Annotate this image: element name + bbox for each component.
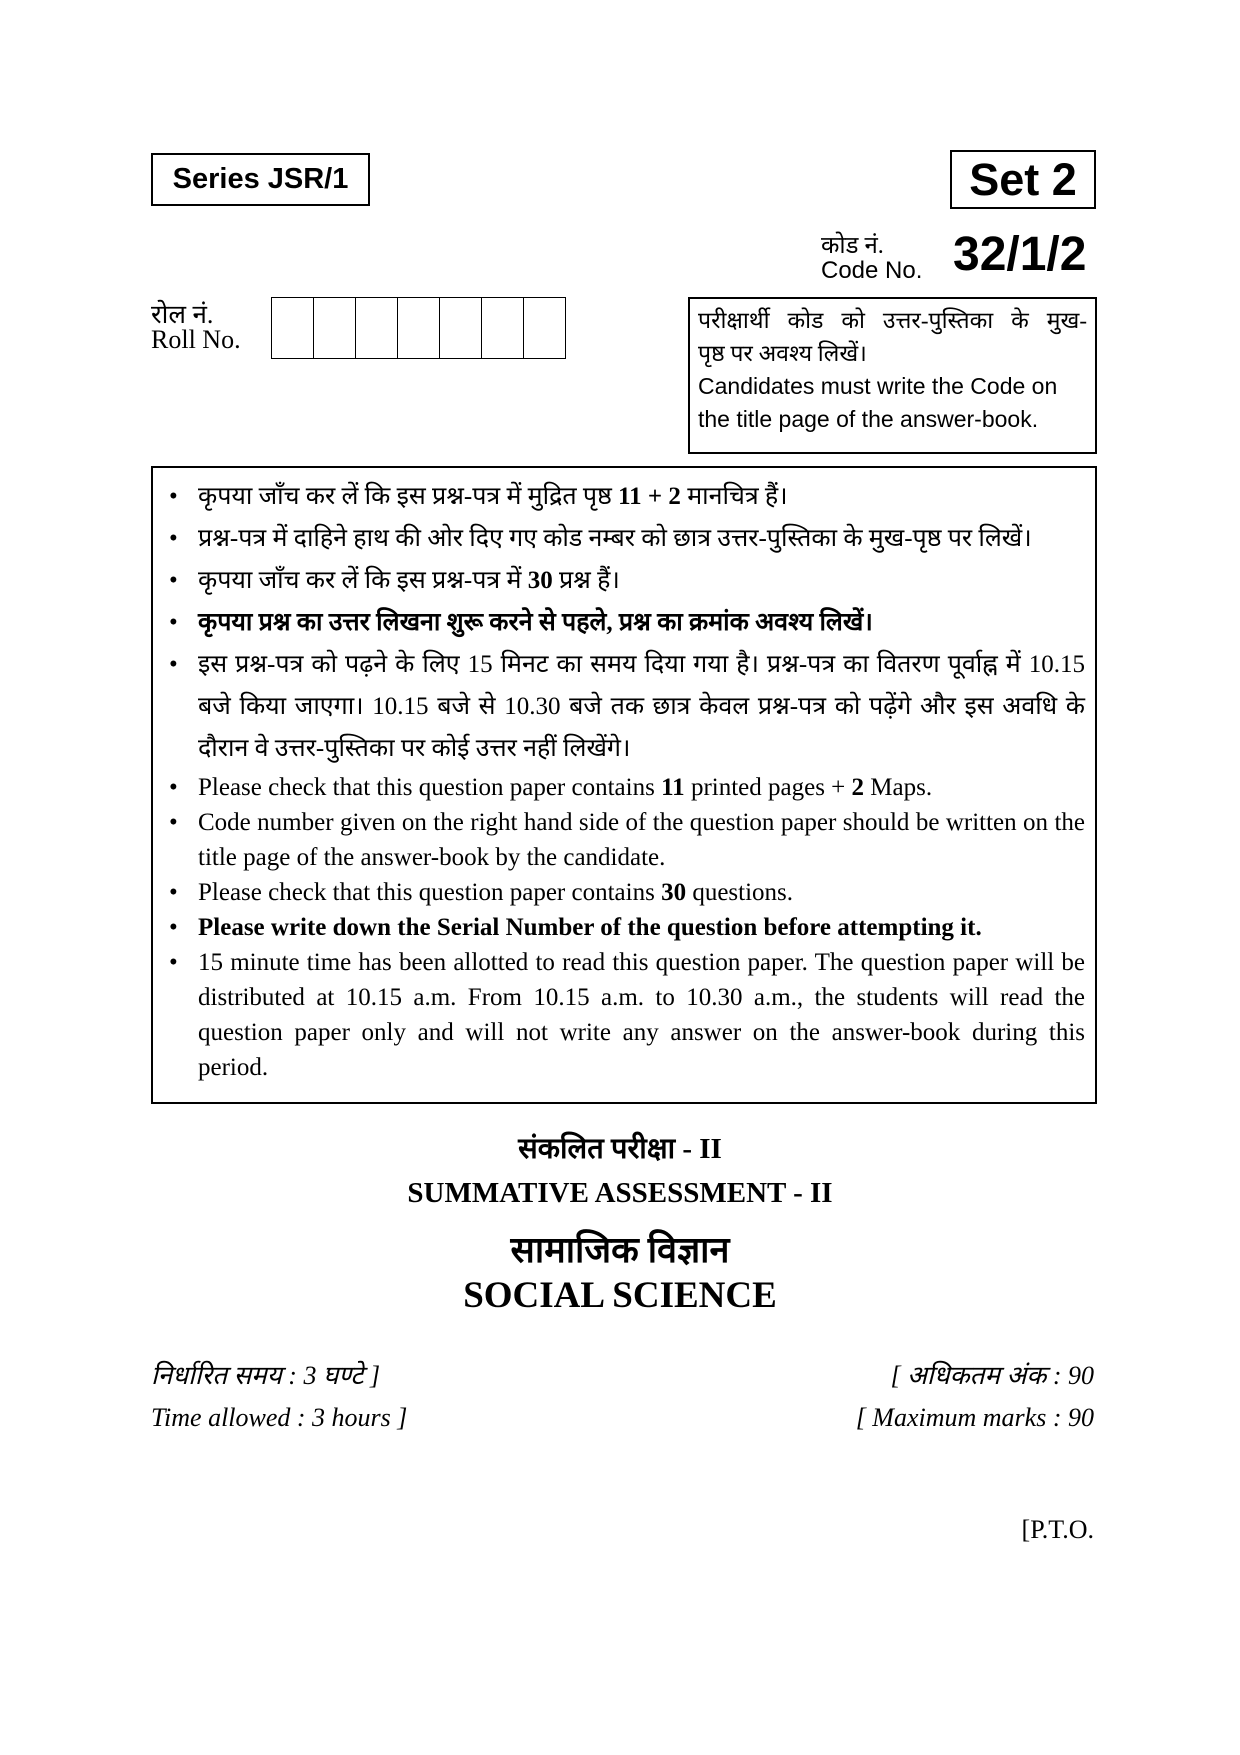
instruction-text: printed pages +	[684, 774, 852, 801]
instruction-emphasis: 11	[661, 774, 685, 801]
instruction-text: Please check that this question paper contains	[198, 879, 662, 906]
instruction-text: questions.	[686, 879, 794, 906]
instructions-english	[167, 770, 1085, 1085]
instructions-hindi	[167, 476, 1085, 770]
instruction-en-item	[167, 945, 1085, 1085]
instruction-text: प्रश्न-पत्र में दाहिने हाथ की ओर दिए गए कोड नम्बर को छात्र उत्तर-पुस्तिका के मुख-पृष्ठ पर लिखें।	[198, 525, 1032, 552]
instruction-hi-item	[167, 476, 1085, 518]
subject-title-hindi: सामाजिक विज्ञान	[510, 1230, 730, 1270]
roll-number-cell[interactable]	[272, 298, 314, 358]
maximum-marks-hindi: [ अधिकतम अंक : 90	[890, 1361, 1094, 1390]
bullet-icon: •	[169, 774, 178, 801]
roll-number-cell[interactable]	[524, 298, 565, 358]
instruction-en-item	[167, 875, 1085, 910]
code-number: 32/1/2	[953, 228, 1087, 281]
bullet-icon: •	[169, 567, 178, 594]
instruction-hi-item	[167, 560, 1085, 602]
code-label-hindi: कोड नं.	[821, 233, 884, 259]
subject-title-english: SOCIAL SCIENCE	[463, 1275, 777, 1316]
candidate-note-hindi-line1: परीक्षार्थी कोड को उत्तर-पुस्तिका के मुख-	[698, 308, 1087, 333]
instruction-text: कृपया जाँच कर लें कि इस प्रश्न-पत्र में मुद्रित पृष्ठ	[198, 483, 619, 510]
roll-number-cell[interactable]	[482, 298, 524, 358]
roll-label-hindi: रोल नं.	[151, 300, 214, 329]
candidate-code-note	[688, 297, 1097, 454]
instruction-text: Please check that this question paper contains	[198, 774, 662, 801]
bullet-icon: •	[169, 525, 178, 552]
instruction-emphasis: 2	[851, 774, 865, 801]
bullet-icon: •	[169, 809, 178, 836]
exam-title-hindi: संकलित परीक्षा - II	[518, 1133, 722, 1165]
bullet-icon: •	[169, 879, 178, 906]
roll-number-cell[interactable]	[398, 298, 440, 358]
instruction-text: प्रश्न हैं।	[552, 567, 620, 594]
instruction-emphasis: 11 + 2	[618, 483, 681, 510]
roll-number-boxes[interactable]	[271, 297, 566, 359]
maximum-marks-english: [ Maximum marks : 90	[855, 1403, 1094, 1432]
instruction-en-item	[167, 805, 1085, 875]
instruction-emphasis: Please write down the Serial Number of the question before attempting it.	[198, 914, 982, 941]
roll-label-english: Roll No.	[151, 325, 241, 354]
bullet-icon: •	[169, 483, 178, 510]
exam-title-english: SUMMATIVE ASSESSMENT - II	[407, 1177, 833, 1209]
instruction-emphasis: 30	[527, 567, 553, 594]
candidate-note-english: Candidates must write the Code on the title page of the answer-book.	[698, 373, 1058, 432]
instruction-en-item	[167, 770, 1085, 805]
set-label: Set 2	[950, 150, 1096, 209]
instruction-text: Maps.	[864, 774, 933, 801]
roll-number-cell[interactable]	[314, 298, 356, 358]
pto-label: [P.T.O.	[1021, 1515, 1094, 1544]
bullet-icon: •	[169, 651, 178, 678]
instruction-hi-item	[167, 602, 1085, 644]
instruction-text: इस प्रश्न-पत्र को पढ़ने के लिए 15 मिनट का समय दिया गया है। प्रश्न-पत्र का वितरण पूर्वाह्न में 10.15 बजे किया जाएगा। 10.15 बजे से 10.30 बजे तक छात्र केवल प्रश्न-पत्र को पढ़ेंगे और इस अवधि के दौरान वे उत्तर-पुस्तिका पर कोई उत्तर नहीं लिखेंगे।	[198, 651, 1085, 762]
bullet-icon: •	[169, 914, 178, 941]
instructions-box	[151, 466, 1097, 1104]
instruction-hi-item	[167, 518, 1085, 560]
instruction-en-item	[167, 910, 1085, 945]
instruction-text: Code number given on the right hand side of the question paper should be written on the title page of the answer-book by the candidate.	[198, 809, 1085, 871]
series-label: Series JSR/1	[151, 153, 370, 206]
instruction-emphasis: 30	[661, 879, 687, 906]
roll-number-cell[interactable]	[440, 298, 482, 358]
instruction-text: 15 minute time has been allotted to read this question paper. The question paper will be distributed at 10.15 a.m. From 10.15 a.m. to 10.30 a.m., the students will read the question paper only and will not write any answer on the answer-book during this period.	[198, 949, 1085, 1081]
candidate-note-hindi-line2: पृष्ठ पर अवश्य लिखें।	[698, 341, 867, 366]
instruction-text: कृपया जाँच कर लें कि इस प्रश्न-पत्र में	[198, 567, 528, 594]
time-allowed-english: Time allowed : 3 hours ]	[151, 1403, 408, 1432]
bullet-icon: •	[169, 609, 178, 636]
roll-number-cell[interactable]	[356, 298, 398, 358]
bullet-icon: •	[169, 949, 178, 976]
instruction-hi-item	[167, 644, 1085, 770]
code-label-english: Code No.	[821, 257, 923, 284]
instruction-text: मानचित्र हैं।	[680, 483, 788, 510]
time-allowed-hindi: निर्धारित समय : 3 घण्टे ]	[151, 1361, 381, 1390]
instruction-emphasis: कृपया प्रश्न का उत्तर लिखना शुरू करने से पहले, प्रश्न का क्रमांक अवश्य लिखें।	[198, 609, 873, 636]
